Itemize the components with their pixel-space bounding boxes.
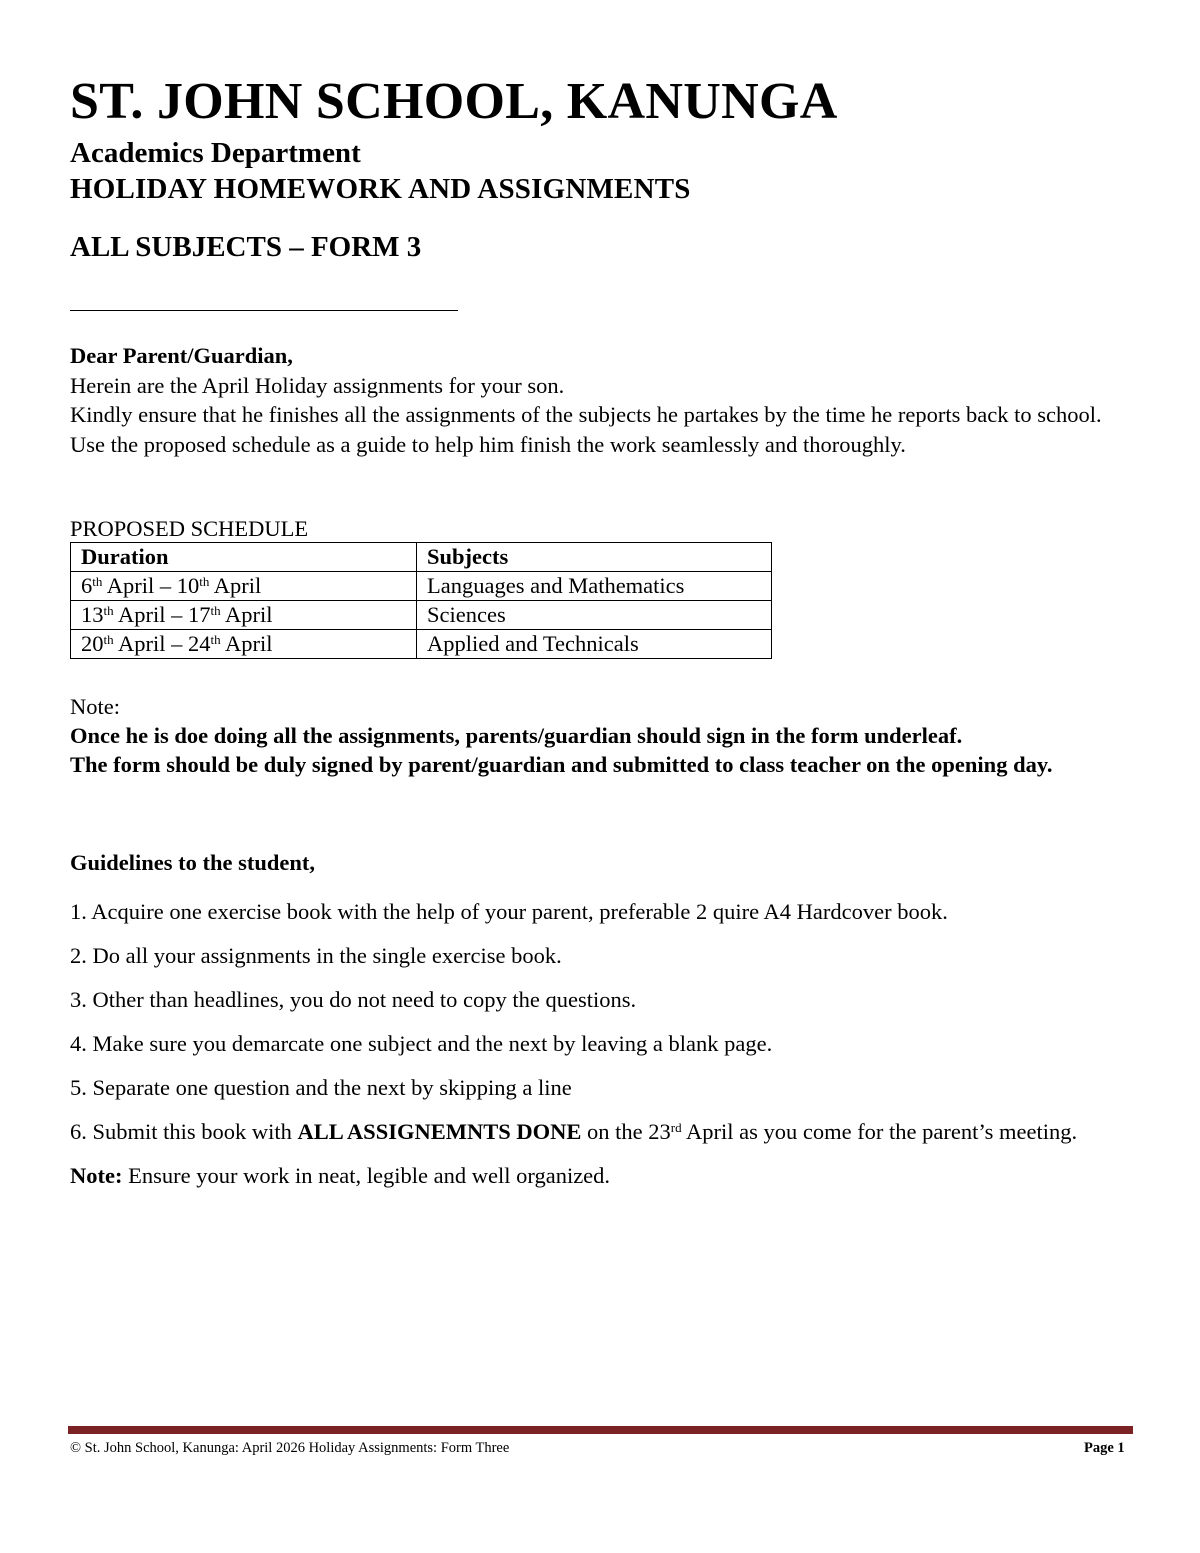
letter-paragraph: Kindly ensure that he finishes all the assignments of the subjects he partakes by the time he reports back to school. Use the proposed schedule as a guide to help him finish the work seamlessly and thoroughly. <box>70 402 1102 457</box>
table-row <box>71 630 772 659</box>
final-note: Note: Ensure your work in neat, legible and well organized. <box>70 1163 611 1188</box>
list-item: 3. Other than headlines, you do not need to copy the questions. <box>70 987 637 1012</box>
subjects-title: ALL SUBJECTS – FORM 3 <box>70 231 422 263</box>
schedule-title: PROPOSED SCHEDULE <box>70 516 309 541</box>
letter-body <box>70 341 1130 459</box>
page-number: Page 1 <box>1084 1440 1125 1456</box>
duration-cell: 13th April – 17th April <box>71 601 417 630</box>
column-header-subjects: Subjects <box>417 543 772 572</box>
duration-cell: 6th April – 10th April <box>71 572 417 601</box>
subjects-cell: Sciences <box>417 601 772 630</box>
guidelines-title: Guidelines to the student, <box>70 850 316 875</box>
note-label: Note: <box>70 694 120 719</box>
schedule-table <box>70 542 772 659</box>
document-title: HOLIDAY HOMEWORK AND ASSIGNMENTS <box>70 173 691 205</box>
table-header-row <box>71 543 772 572</box>
list-item: 1. Acquire one exercise book with the help of your parent, preferable 2 quire A4 Hardcover book. <box>70 899 948 924</box>
list-item: 5. Separate one question and the next by skipping a line <box>70 1075 572 1100</box>
parent-note <box>70 692 1130 779</box>
note-line: The form should be duly signed by parent/guardian and submitted to class teacher on the opening day. <box>70 752 1053 777</box>
footer-text: © St. John School, Kanunga: April 2026 Holiday Assignments: Form Three <box>70 1440 510 1456</box>
salutation: Dear Parent/Guardian, <box>70 343 293 368</box>
guidelines-list <box>70 890 1140 1198</box>
duration-cell: 20th April – 24th April <box>71 630 417 659</box>
note-line: Once he is doe doing all the assignments, parents/guardian should sign in the form underleaf. <box>70 723 963 748</box>
list-item: 4. Make sure you demarcate one subject and the next by leaving a blank page. <box>70 1031 773 1056</box>
letter-line: Herein are the April Holiday assignments for your son. <box>70 372 565 398</box>
table-row <box>71 572 772 601</box>
column-header-duration: Duration <box>71 543 417 572</box>
footer-divider <box>68 1426 1133 1434</box>
subjects-cell: Languages and Mathematics <box>417 572 772 601</box>
school-name: ST. JOHN SCHOOL, KANUNGA <box>70 73 838 130</box>
table-row <box>71 601 772 630</box>
title-underline <box>70 310 458 311</box>
list-item: 2. Do all your assignments in the single exercise book. <box>70 943 562 968</box>
list-item: 6. Submit this book with ALL ASSIGNEMNTS DONE on the 23rd April as you come for the parent’s meeting. <box>70 1119 1078 1144</box>
subjects-cell: Applied and Technicals <box>417 630 772 659</box>
department-heading: Academics Department <box>70 137 361 169</box>
